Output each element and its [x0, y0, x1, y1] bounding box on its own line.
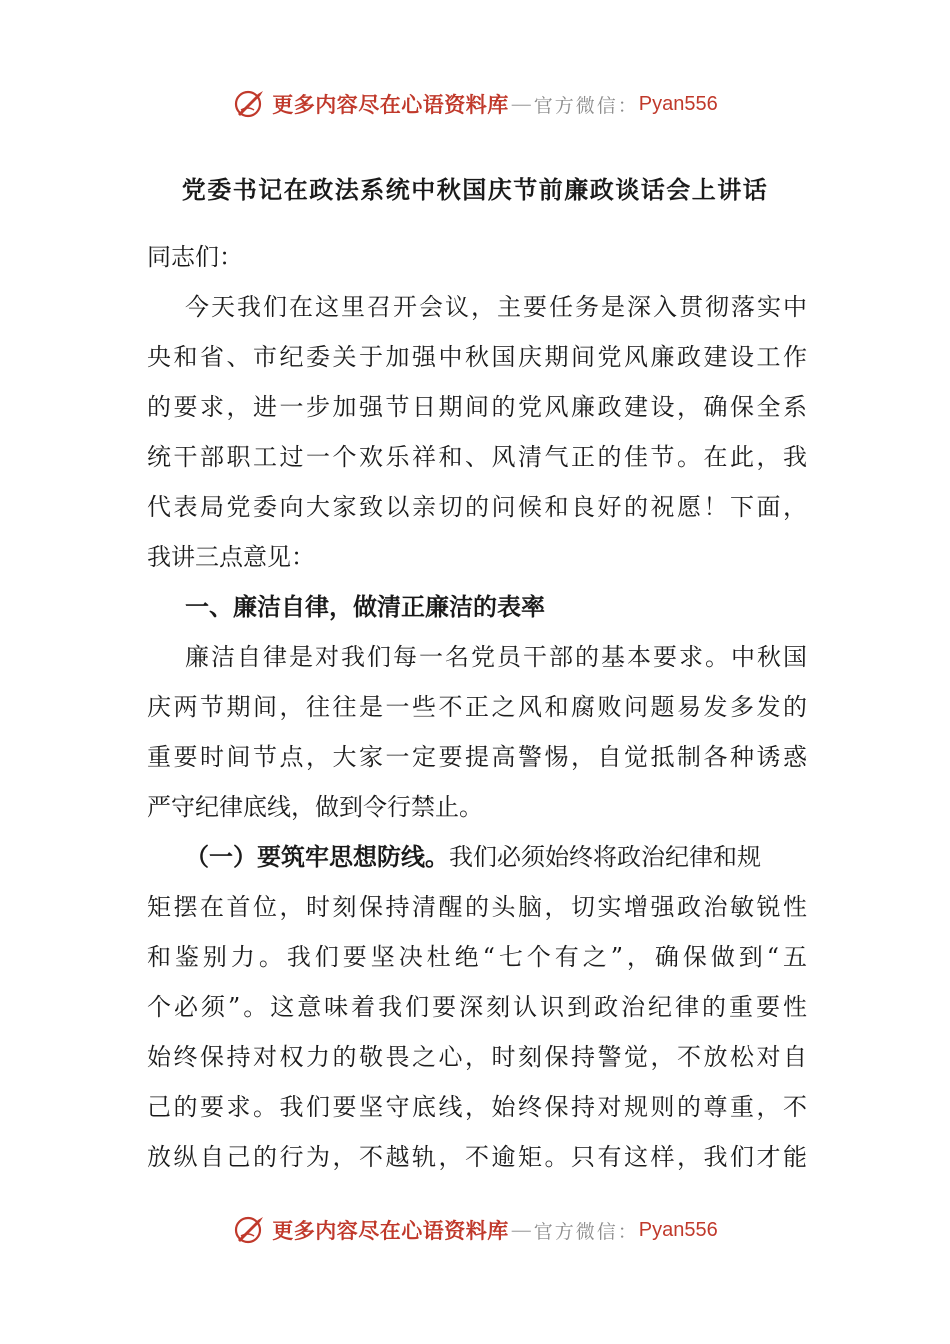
- paragraph-line: [147, 832, 807, 882]
- paragraph-line: 严守纪律底线，做到令行禁止。: [147, 793, 483, 821]
- paragraph-text: 我们必须始终将政治纪律和规: [449, 843, 761, 871]
- paragraph-line: 庆两节期间，往往是一些不正之风和腐败问题易发多发的: [147, 693, 807, 721]
- paragraph-line: 央和省、市纪委关于加强中秋国庆期间党风廉政建设工作: [147, 343, 807, 371]
- paragraph-line: 的要求，进一步加强节日期间的党风廉政建设，确保全系: [147, 393, 807, 421]
- banner-separator: —: [510, 1218, 532, 1242]
- brand-name: 更多内容尽在心语资料库: [272, 1218, 509, 1243]
- paragraph-line: 代表局党委向大家致以亲切的问候和良好的祝愿！下面，: [147, 493, 807, 521]
- document-body: [147, 232, 807, 1182]
- section-heading: 一、廉洁自律，做清正廉洁的表率: [185, 592, 545, 621]
- wechat-id: Pyan556: [638, 92, 718, 115]
- paragraph-line: 和鉴别力。我们要坚决杜绝“七个有之”，确保做到“五: [147, 943, 807, 971]
- paragraph-line: 统干部职工过一个欢乐祥和、风清气正的佳节。在此，我: [147, 443, 807, 471]
- header-banner: [0, 84, 950, 124]
- subsection-heading: （一）要筑牢思想防线。: [185, 842, 449, 871]
- pen-logo-icon: [232, 1212, 268, 1248]
- paragraph-line: 我讲三点意见：: [147, 543, 315, 571]
- paragraph-line: 廉洁自律是对我们每一名党员干部的基本要求。中秋国: [185, 643, 807, 671]
- wechat-id: Pyan556: [638, 1218, 718, 1241]
- paragraph-line: 己的要求。我们要坚守底线，始终保持对规则的尊重，不: [147, 1093, 807, 1121]
- paragraph-line: 今天我们在这里召开会议，主要任务是深入贯彻落实中: [185, 293, 807, 321]
- pen-logo-icon: [232, 86, 268, 122]
- wechat-label: 官方微信：: [533, 94, 639, 117]
- document-title: 党委书记在政法系统中秋国庆节前廉政谈话会上讲话: [181, 175, 769, 204]
- wechat-label: 官方微信：: [533, 1220, 639, 1243]
- salutation: 同志们：: [147, 243, 243, 271]
- paragraph-line: 个必须”。这意味着我们要深刻认识到政治纪律的重要性: [147, 993, 807, 1021]
- footer-banner: [0, 1210, 950, 1250]
- paragraph-line: 放纵自己的行为，不越轨，不逾矩。只有这样，我们才能: [147, 1143, 807, 1171]
- paragraph-line: 始终保持对权力的敬畏之心，时刻保持警觉，不放松对自: [147, 1043, 807, 1071]
- banner-separator: —: [510, 92, 532, 116]
- paragraph-line: 重要时间节点，大家一定要提高警惕，自觉抵制各种诱惑: [147, 743, 807, 771]
- paragraph-line: 矩摆在首位，时刻保持清醒的头脑，切实增强政治敏锐性: [147, 893, 807, 921]
- brand-name: 更多内容尽在心语资料库: [272, 92, 509, 117]
